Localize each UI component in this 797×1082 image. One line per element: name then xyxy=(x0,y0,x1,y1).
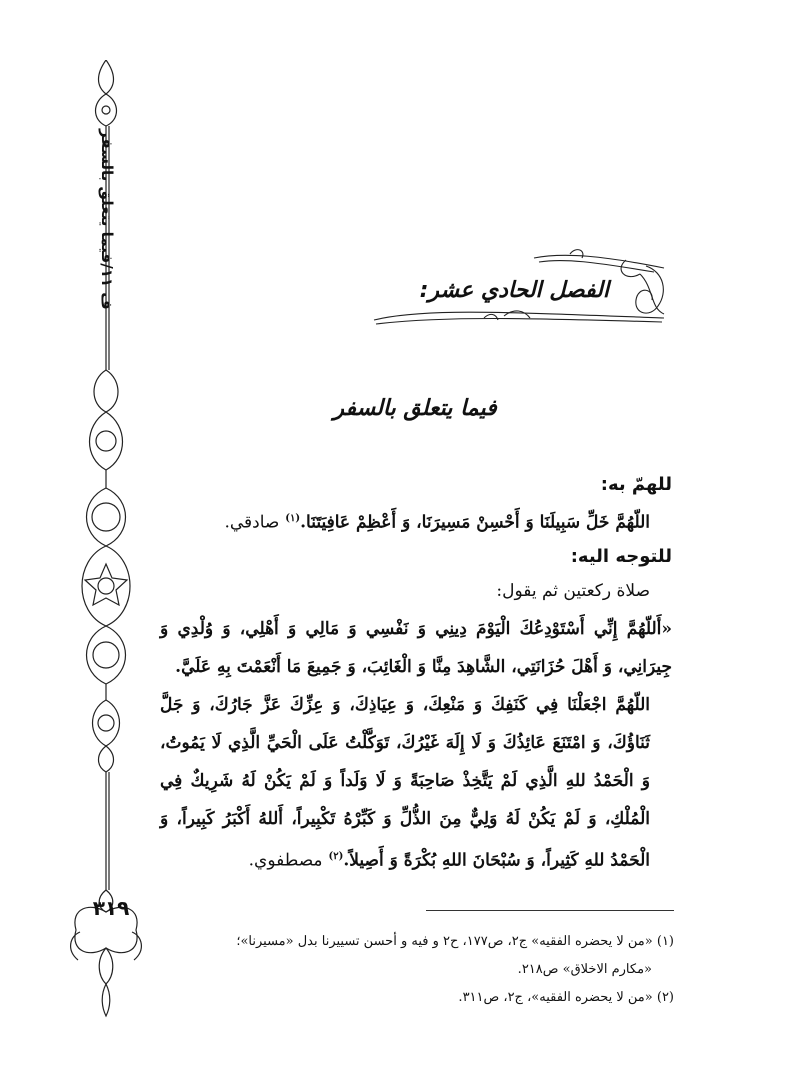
block2-heading: للتوجه اليه: xyxy=(570,545,672,567)
block2-prayer-p2-text: اللّهُمَّ اجْعَلْنَا فِي كَنَفِكَ وَ مَنْعِكَ، وَ عِيَاذِكَ، وَ عِزِّكَ عَزَّ جَارُكَ، وَ جَلَّ ثَنَاؤُكَ، وَ امْتَنَعَ عَائِذُكَ وَ لَا إِلَهَ غَيْرُكَ، تَوَكَّلْتُ عَلَى الْحَيِّ الَّذِي لَا يَمُوتُ، وَ الْحَمْدُ للهِ الَّذِي لَمْ يَتَّخِذْ صَاحِبَةً وَ لَا وَلَداً وَ لَمْ يَكُنْ لَهُ شَرِيكٌ فِي الْمُلْكِ، وَ لَمْ يَكُنْ لَهُ وَلِيٌّ مِنَ الذُّلِّ وَ كَبِّرْهُ تَكْبِيراً، أَللهُ أَكْبَرُ كَبِيراً، وَ الْحَمْدُ للهِ كَثِيراً، وَ سُبْحَانَ اللهِ بُكْرَةً وَ أَصِيلاً. xyxy=(160,694,650,871)
block1-source: صادقي. xyxy=(224,512,280,533)
footnote-1-continued: «مكارم الاخلاق» ص۲۱۸. xyxy=(517,962,652,977)
block2-source: مصطفوي. xyxy=(248,850,323,871)
block2-prayer-p2 xyxy=(160,686,672,880)
block1-heading: للهمّ به: xyxy=(600,474,672,495)
footnote-2: (۲) «من لا يحضره الفقيه»، ج۲، ص۳۱۱. xyxy=(458,990,674,1005)
footnotes xyxy=(156,930,674,1014)
block2-prayer-p1: «أَللّهُمَّ إِنِّي أَسْتَوْدِعُكَ الْيَوْمَ دِينِي وَ نَفْسِي وَ مَالِي وَ أَهْلِي، وَ وُلْدِي وَ جِيرَانِي، وَ أَهْلَ حُزَانَتِي، الشَّاهِدَ مِنَّا وَ الْغَائِبَ، وَ جَمِيعَ مَا أَنْعَمْتَ بِهِ عَلَيَّ. xyxy=(160,618,672,677)
chapter-title: الفصل الحادي عشر: xyxy=(419,278,609,303)
footnote-ref-1: (۱) xyxy=(285,513,301,524)
block1-prayer-text: اللّهُمَّ خَلِّ سَبِيلَنَا وَ أَحْسِنْ مَسِيرَنَا، وَ أَعْظِمْ عَافِيَتَنَا. xyxy=(300,512,650,533)
block1-prayer xyxy=(160,500,672,542)
section-title: فيما يتعلق بالسفر xyxy=(333,396,497,421)
footnote-ref-2: (۲) xyxy=(328,850,344,862)
page-number: ۳۱۹ xyxy=(92,896,130,920)
block2-intro: صلاة ركعتين ثم يقول: xyxy=(496,580,650,601)
footnote-1: (۱) «من لا يحضره الفقيه» ج۲، ص۱۷۷، ح۲ و فيه و أحسن تسييرنا بدل «مسيرنا»؛ xyxy=(236,934,674,949)
footnote-divider xyxy=(426,910,674,911)
running-head: ف ۱۱/فيما يتعلق بالسفر xyxy=(98,129,116,310)
body-text xyxy=(160,470,672,879)
